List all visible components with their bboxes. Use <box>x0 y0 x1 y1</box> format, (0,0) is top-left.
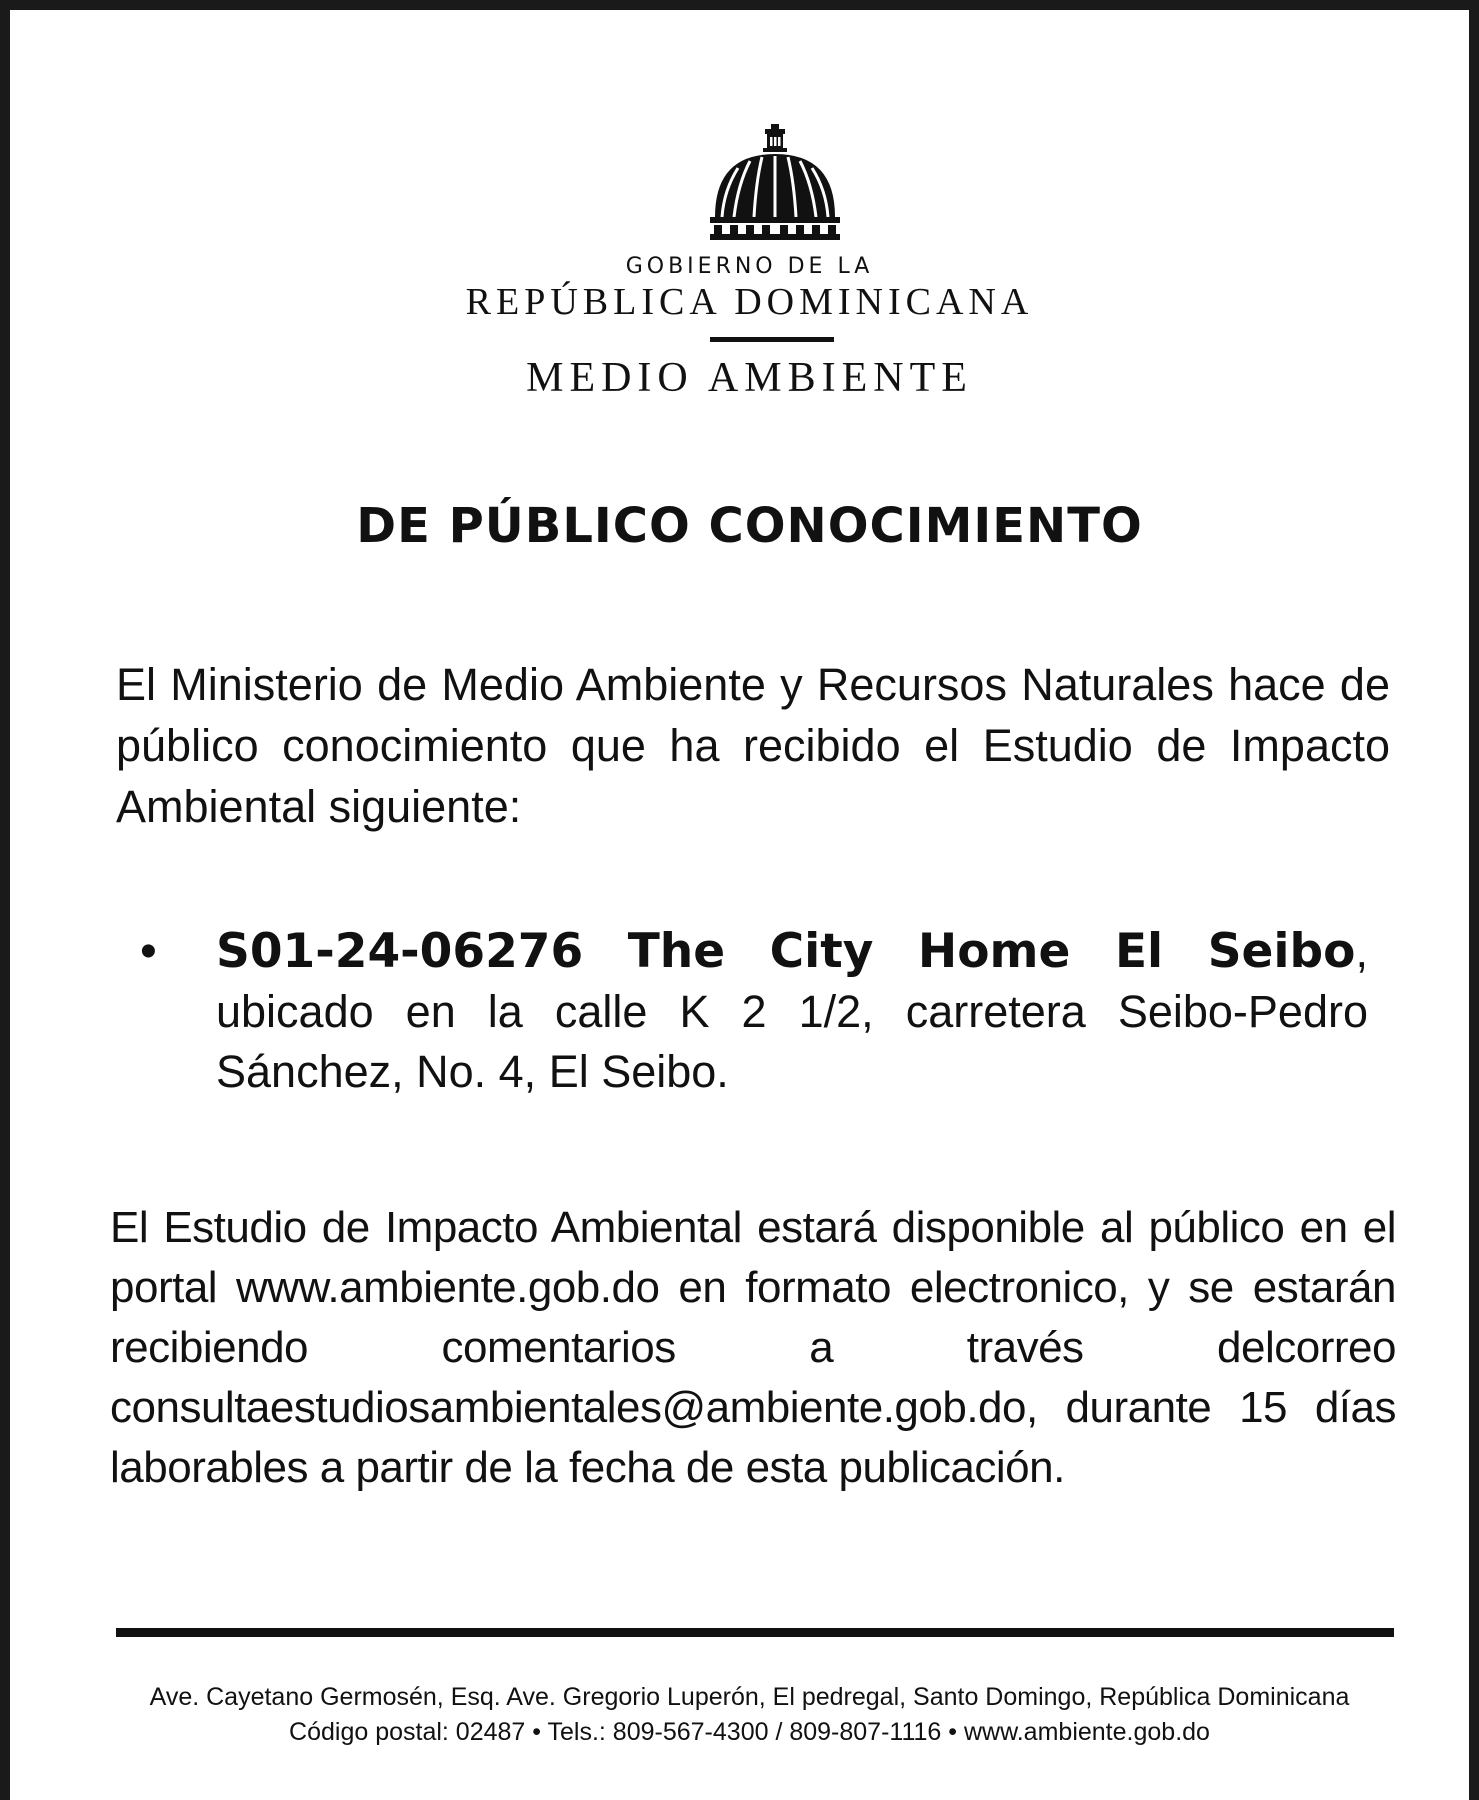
header-divider <box>710 337 834 342</box>
page-title: DE PÚBLICO CONOCIMIENTO <box>356 498 1143 554</box>
ministry-name: MEDIO AMBIENTE <box>526 355 973 401</box>
project-location: , ubicado en la calle K 2 1/2, carretera Seibo-Pedro Sánchez, No. 4, El Seibo. <box>216 926 1368 1097</box>
project-list-item <box>216 922 1368 1102</box>
project-name: S01-24-06276 The City Home El Seibo <box>216 924 1356 979</box>
availability-paragraph: El Estudio de Impacto Ambiental estará disponible al público en el portal www.ambiente.gob.do en formato electronico, y se estarán recibiendo comentarios a través delcorreo consultaestudiosambientales@ambiente.gob.do, durante 15 días laborables a partir de la fecha de esta publicación. <box>110 1203 1396 1492</box>
bullet-icon: • <box>140 925 157 978</box>
country-name: REPÚBLICA DOMINICANA <box>465 281 1034 323</box>
footer-divider <box>116 1628 1394 1637</box>
government-label: GOBIERNO DE LA <box>625 254 874 279</box>
intro-paragraph: El Ministerio de Medio Ambiente y Recursos Naturales hace de público conocimiento que ha recibido el Estudio de Impacto Ambiental siguiente: <box>116 659 1390 832</box>
footer-contact: Código postal: 02487 • Tels.: 809-567-4300 / 809-807-1116 • www.ambiente.gob.do <box>289 1718 1210 1746</box>
footer-address: Ave. Cayetano Germosén, Esq. Ave. Gregorio Luperón, El pedregal, Santo Domingo, República Dominicana <box>149 1683 1350 1711</box>
dome-icon <box>710 122 840 242</box>
